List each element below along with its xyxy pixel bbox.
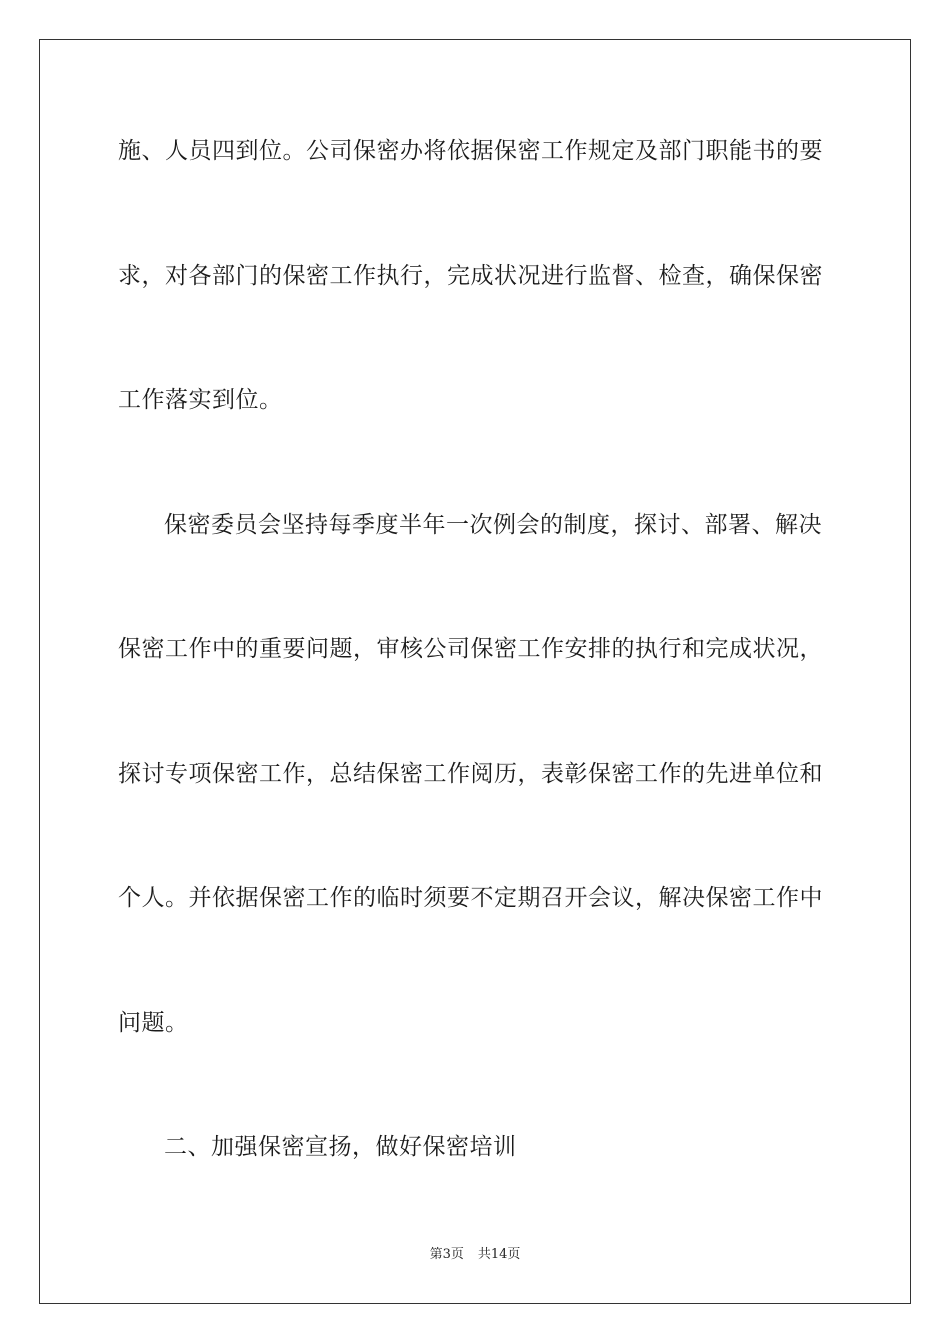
page-number: 第3页 [429, 1247, 464, 1262]
text-line: 保密委员会坚持每季度半年一次例会的制度，探讨、部署、解决 [164, 512, 822, 538]
text-line: 问题。 [118, 1010, 189, 1036]
page-total: 共14页 [477, 1247, 521, 1262]
text-line: 求，对各部门的保密工作执行，完成状况进行监督、检查，确保保密 [118, 263, 823, 289]
text-line: 施、人员四到位。公司保密办将依据保密工作规定及部门职能书的要 [118, 138, 823, 164]
text-line: 探讨专项保密工作，总结保密工作阅历，表彰保密工作的先进单位和 [118, 761, 823, 787]
page-footer [0, 1247, 950, 1263]
text-line: 工作落实到位。 [118, 387, 283, 413]
section-heading: 二、加强保密宣扬，做好保密培训 [164, 1134, 517, 1160]
page-border [39, 39, 911, 1304]
text-line: 个人。并依据保密工作的临时须要不定期召开会议，解决保密工作中 [118, 885, 823, 911]
text-line: 保密工作中的重要问题，审核公司保密工作安排的执行和完成状况， [118, 636, 823, 662]
